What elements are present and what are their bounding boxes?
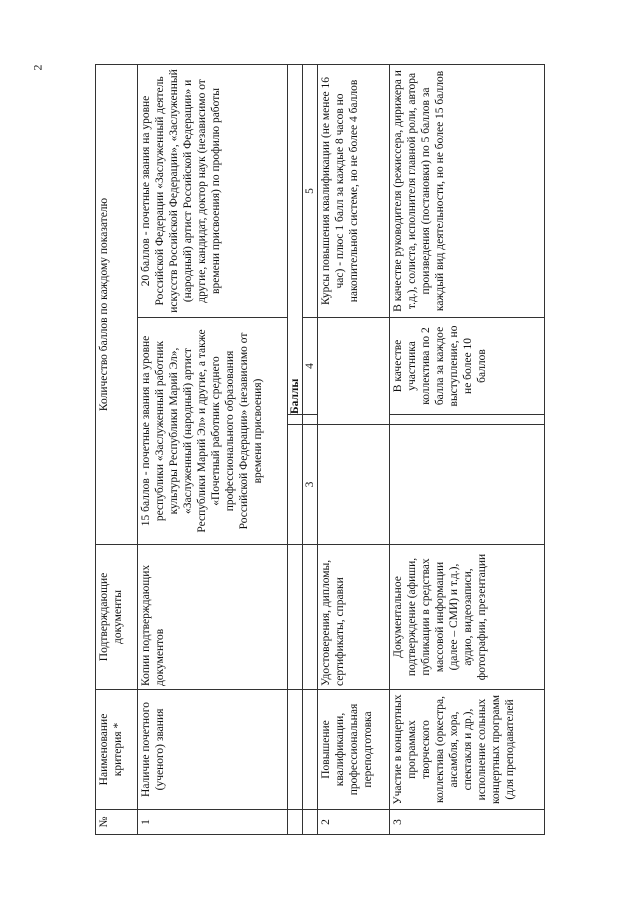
section-empty-4 <box>288 425 303 545</box>
row3-num: 3 <box>390 810 545 835</box>
row2-num: 2 <box>318 810 390 835</box>
section-empty-2 <box>288 690 303 810</box>
row2-col3 <box>318 425 390 545</box>
page-number: 2 <box>30 64 45 71</box>
header-points: Количество баллов по каждому показателю <box>96 64 138 544</box>
row3-col3 <box>390 425 545 545</box>
rotated-table-container <box>95 65 571 835</box>
row3-docs: Документальное подтверждение (афиши, публикации в средствах массовой информации (далее – СМИ) и т.д.), аудио, видеозаписи, фотографии, презентации <box>390 545 545 690</box>
section-empty-5 <box>288 415 303 425</box>
row1-docs: Копии подтверждающих документов <box>138 545 288 690</box>
table-row <box>318 64 390 834</box>
row1-num: 1 <box>138 810 288 835</box>
section-empty-3 <box>288 545 303 690</box>
row3-name: Участие в концертных программах творческого коллектива (оркестра, ансамбля, хора, спектакля и др.), исполнение сольных концертных программ (для преподавателей <box>390 690 545 810</box>
sub-empty-4 <box>303 415 318 425</box>
section-row <box>288 64 303 834</box>
sub-col5: 5 <box>303 64 318 317</box>
row3-col5: В качестве руководителя (режиссера, дирижера и т.д.), солиста, исполнителя главной роли, автора произведения (постановки) по 5 баллов за каждый вид деятельности, но не более 15 баллов <box>390 64 545 317</box>
row3-spacer <box>390 415 545 425</box>
header-num: № <box>96 810 138 835</box>
row1-col3: 15 баллов - почетные звания на уровне республики «Заслуженный работник культуры Республики Марий Эл», «Заслуженный (народный) артист Республики Марий Эл» и другие, а также «Почетный работник среднего профессионального образования Российской Федерации» (независимо от времени присвоения) <box>138 318 288 545</box>
row2-col4 <box>318 318 390 425</box>
section-label: Баллы <box>288 64 303 414</box>
header-name: Наименование критерия * <box>96 690 138 810</box>
row1-col5: 20 баллов - почетные звания на уровне Российской Федерации «Заслуженный деятель искусств Российской Федерации», «Заслуженный (народный) артист Российской Федерации» и другие, кандидат, доктор наук (независимо от времени присвоения) по профилю работы <box>138 64 288 317</box>
sub-empty-1 <box>303 810 318 835</box>
section-empty-1 <box>288 810 303 835</box>
sub-empty-2 <box>303 690 318 810</box>
criteria-table <box>95 64 545 835</box>
row2-name: Повышение квалификации, профессиональная переподготовка <box>318 690 390 810</box>
row3-col4: В качестве участника коллектива по 2 балла за каждое выступление, но не более 10 баллов <box>390 318 545 415</box>
sub-col4: 4 <box>303 318 318 415</box>
table-row <box>390 64 545 834</box>
row1-name: Наличие почетного (ученого) звания <box>138 690 288 810</box>
table-row <box>138 64 288 834</box>
subheader-row <box>303 64 318 834</box>
header-row <box>96 64 138 834</box>
sub-empty-3 <box>303 545 318 690</box>
row2-col5: Курсы повышения квалификации (не менее 16 час) - плюс 1 балл за каждые 8 часов но накопительной системе, но не более 4 баллов <box>318 64 390 317</box>
header-docs: Подтверждающие документы <box>96 545 138 690</box>
sub-col3: 3 <box>303 425 318 545</box>
row2-docs: Удостоверения, дипломы, сертификаты, справки <box>318 545 390 690</box>
